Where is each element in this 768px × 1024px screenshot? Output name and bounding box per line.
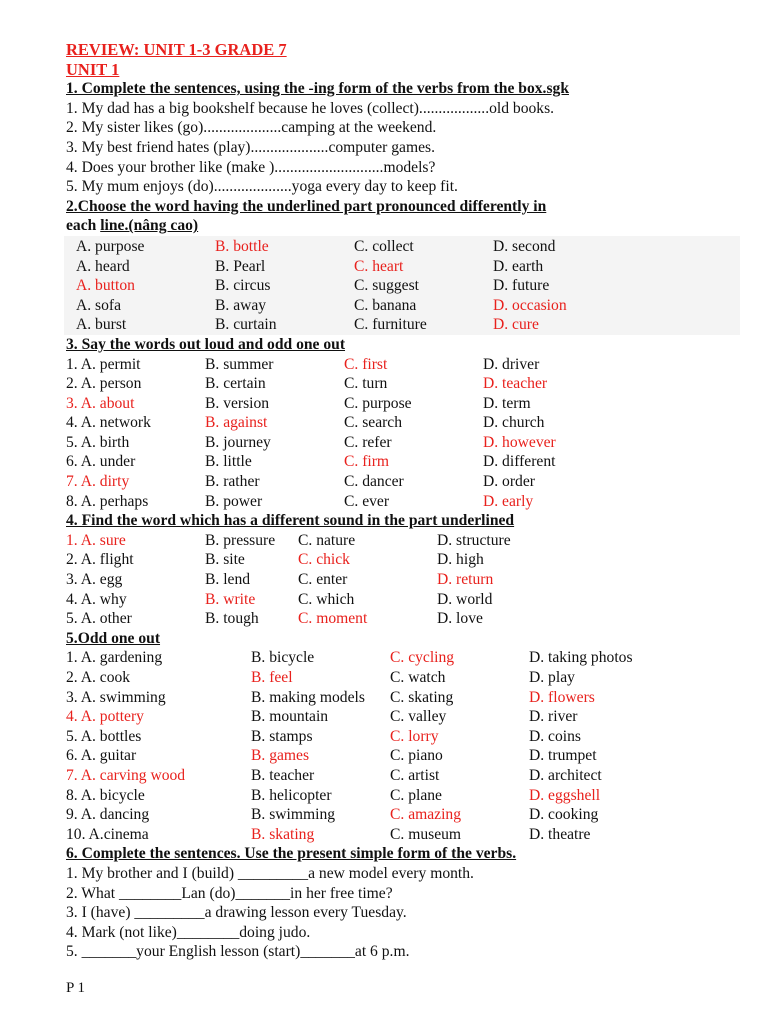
option-d: D. teacher [483,375,548,393]
option-a: 4. A. network [66,414,151,432]
option-d: D. trumpet [529,747,597,765]
option-b: B. summer [205,355,274,373]
option-row [66,727,746,747]
option-c: C. amazing [390,806,462,824]
option-d: D. return [437,571,494,589]
option-a: 2. A. flight [66,551,134,569]
option-b: B. mountain [251,708,329,726]
option-c: C. refer [344,433,392,451]
section-1-item: 5. My mum enjoys (do)....................yoga every day to keep fit. [66,178,458,196]
option-a: 5. A. other [66,610,132,628]
option-b: B. little [205,453,252,471]
option-row [66,492,746,512]
option-row [64,276,740,296]
option-c: C. museum [390,825,462,843]
option-c: C. lorry [390,727,439,745]
option-d: D. second [493,237,556,255]
option-c: C. banana [354,296,417,314]
option-c: C. furniture [354,316,427,334]
option-c: C. watch [390,669,446,686]
option-c: C. enter [298,571,348,589]
option-d: D. order [483,473,535,491]
option-d: D. architect [529,766,602,784]
option-d: D. coins [529,727,581,745]
option-b: B. making models [251,688,365,706]
option-b: B. journey [205,433,271,451]
option-row [66,648,746,668]
option-a: 6. A. under [66,453,136,471]
option-c: C. firm [344,453,390,471]
option-d: D. structure [437,531,511,549]
option-d: D. theatre [529,825,591,843]
section-6-item: 5. _______your English lesson (start)_______at 6 p.m. [66,943,410,961]
option-c: C. heart [354,257,404,275]
option-b: B. pressure [205,531,276,549]
section-1-item: 3. My best friend hates (play)....................computer games. [66,138,435,156]
option-a: 3. A. swimming [66,688,166,706]
section-4-heading: 4. Find the word which has a different sound in the part underlined [66,512,515,530]
option-c: C. dancer [344,473,404,491]
section-6-heading: 6. Complete the sentences. Use the present simple form of the verbs. [66,845,517,863]
option-d: D. earth [493,257,544,275]
page-number: P 1 [66,980,86,996]
option-c: C. turn [344,375,388,393]
option-row [66,531,746,551]
section-2-heading-line: line.(nâng cao) [100,217,199,235]
option-b: B. feel [251,669,293,686]
option-c: C. chick [298,551,350,569]
option-a: A. burst [76,316,127,334]
option-c: C. plane [390,786,442,804]
option-d: D. different [483,453,556,471]
option-row [66,668,746,688]
option-a: A. sofa [76,296,122,314]
option-a: 2. A. cook [66,669,131,686]
option-c: C. ever [344,492,390,510]
section-5-heading: 5.Odd one out [66,629,161,647]
option-a: 4. A. pottery [66,708,144,726]
section-1-heading: 1. Complete the sentences, using the -ing form of the verbs from the box.sgk [66,80,569,98]
option-row [66,590,746,610]
option-a: 10. A.cinema [66,825,149,843]
option-row [66,413,746,433]
option-b: B. against [205,414,268,432]
section-1-item: 4. Does your brother like (make )............................models? [66,158,436,176]
section-3-heading: 3. Say the words out loud and odd one out [66,335,346,353]
option-row [66,374,746,394]
option-a: A. purpose [76,237,145,255]
option-d: D. eggshell [529,786,601,804]
option-row [66,433,746,453]
option-a: 4. A. why [66,590,127,608]
option-b: B. bicycle [251,649,315,667]
option-b: B. away [215,296,267,314]
option-c: C. piano [390,747,443,765]
option-c: C. moment [298,610,368,628]
option-row [64,315,740,335]
option-b: B. swimming [251,806,336,824]
option-c: C. nature [298,531,356,549]
section-5 [66,629,746,845]
option-d: D. river [529,708,578,726]
option-b: B. curtain [215,316,277,334]
option-d: D. driver [483,355,540,373]
section-2 [66,197,746,335]
section-4-options-table [66,531,746,629]
section-6-item: 2. What ________Lan (do)_______in her free time? [66,884,393,902]
option-d: D. love [437,610,483,628]
option-d: D. church [483,414,545,432]
option-a: 1. A. permit [66,355,141,373]
option-row [66,472,746,492]
option-d: D. however [483,433,556,451]
option-a: 8. A. perhaps [66,492,149,510]
section-6 [66,844,746,962]
option-row [64,257,740,277]
option-b: B. teacher [251,766,315,784]
option-c: C. collect [354,237,414,255]
option-a: 7. A. carving wood [66,766,186,784]
section-1 [66,79,746,197]
section-6-item: 3. I (have) _________a drawing lesson every Tuesday. [66,904,407,922]
option-a: 1. A. sure [66,531,126,549]
option-d: D. future [493,277,550,295]
option-c: C. search [344,414,403,432]
section-3-options-table [66,355,746,512]
option-d: D. flowers [529,688,595,706]
option-b: B. circus [215,277,271,295]
option-a: A. button [76,277,135,295]
option-b: B. bottle [215,237,269,255]
section-4 [66,511,746,629]
option-b: B. Pearl [215,257,266,275]
option-row [66,766,746,786]
option-row [66,688,746,708]
option-d: D. world [437,590,493,608]
option-row [66,786,746,806]
option-row [66,452,746,472]
option-c: C. purpose [344,394,412,412]
option-d: D. early [483,492,534,510]
unit-heading: UNIT 1 [66,59,120,79]
option-c: C. cycling [390,649,455,667]
document-title: REVIEW: UNIT 1-3 GRADE 7 [66,40,287,59]
option-d: D. occasion [493,296,567,314]
option-a: 5. A. bottles [66,727,142,745]
option-b: B. tough [205,610,259,628]
section-2-heading-each: each [66,217,101,235]
option-row [66,825,746,845]
option-row [66,746,746,766]
option-d: D. taking photos [529,649,633,667]
option-b: B. lend [205,571,251,589]
section-6-item: 1. My brother and I (build) _________a new model every month. [66,864,474,882]
option-b: B. power [205,492,263,510]
option-a: 5. A. birth [66,433,130,451]
option-row [66,570,746,590]
option-row [66,707,746,727]
option-a: 8. A. bicycle [66,786,145,804]
section-1-item: 2. My sister likes (go)....................camping at the weekend. [66,119,437,137]
section-3 [66,335,746,511]
option-b: B. helicopter [251,786,332,804]
option-d: D. cure [493,316,539,334]
option-a: 7. A. dirty [66,473,130,491]
option-a: A. heard [76,257,130,275]
option-b: B. stamps [251,727,313,745]
option-a: 6. A. guitar [66,747,137,765]
option-row [66,355,746,375]
option-row [66,609,746,629]
option-d: D. term [483,394,531,412]
option-c: C. suggest [354,277,419,295]
option-a: 2. A. person [66,375,142,393]
option-row [66,394,746,414]
option-b: B. skating [251,825,315,843]
option-b: B. version [205,394,270,412]
section-6-item: 4. Mark (not like)________doing judo. [66,923,311,941]
option-a: 3. A. about [66,394,135,412]
section-5-options-table [66,648,746,844]
section-2-heading-line1: 2.Choose the word having the underlined part pronounced differently in [66,197,547,215]
option-d: D. high [437,551,484,569]
section-1-item: 1. My dad has a big bookshelf because he loves (collect)..................old books. [66,99,555,117]
option-a: 1. A. gardening [66,649,163,667]
option-row [66,805,746,825]
option-b: B. rather [205,473,260,491]
option-c: C. artist [390,766,440,784]
option-row [64,237,740,257]
option-c: C. first [344,355,388,373]
option-d: D. play [529,669,575,686]
option-b: B. certain [205,375,266,393]
option-b: B. write [205,590,256,608]
option-row [64,296,740,316]
option-c: C. valley [390,708,447,726]
option-b: B. site [205,551,245,569]
option-row [66,550,746,570]
section-2-heading-line2 [66,216,746,236]
option-b: B. games [251,747,310,765]
option-d: D. cooking [529,806,599,824]
section-2-options-table [64,236,740,335]
worksheet-page [66,40,746,962]
option-c: C. skating [390,688,454,706]
option-a: 3. A. egg [66,571,123,589]
option-a: 9. A. dancing [66,806,150,824]
option-c: C. which [298,590,355,608]
